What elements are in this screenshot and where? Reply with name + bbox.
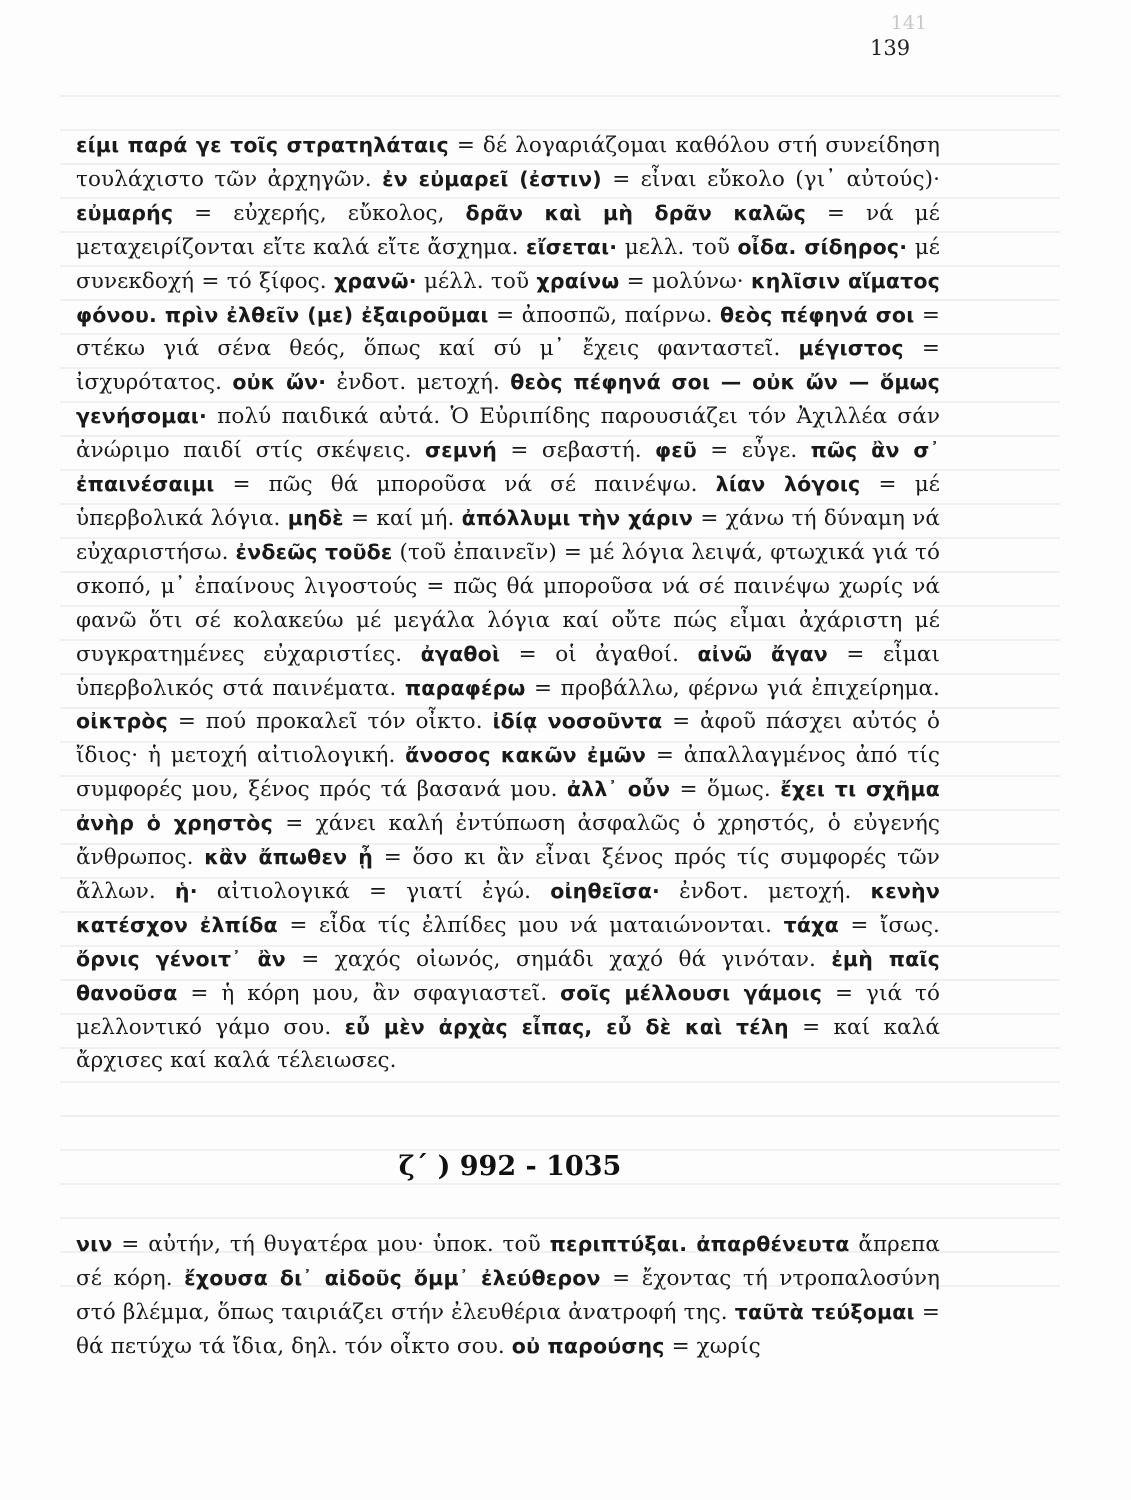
gloss-text: μέλλ. τοῦ <box>416 268 537 294</box>
gloss-text: = μέ ὑπερβολικά λόγια. <box>76 472 940 531</box>
lemma-term: μέγιστος <box>798 336 904 361</box>
gloss-text: = χάνω τή δύναμη νά εὐχαριστήσω. <box>76 505 940 565</box>
gloss-text: = δέ λογαριάζομαι καθόλου στή συνείδηση τουλάχιστο τῶν ἀρχηγῶν. <box>76 133 940 192</box>
show-through-page-number: 141 <box>890 12 927 34</box>
gloss-text: ἐνδοτ. μετοχή. <box>659 878 871 904</box>
gloss-text: = εὐχερής, εὔκολος, <box>173 200 466 226</box>
gloss-text: = εἶδα τίς ἐλπίδες μου νά ματαιώνονται. <box>277 912 784 938</box>
lemma-term: χραίνω <box>536 268 620 293</box>
gloss-text: = νά μέ μεταχειρίζονται εἴτε καλά εἴτε ἄσχημα. <box>76 200 940 260</box>
gloss-text: ἄπρεπα σέ κόρη. <box>76 1232 941 1291</box>
lemma-term: νιν <box>76 1232 113 1256</box>
lemma-term: ἄνοσος κακῶν ἐμῶν <box>405 743 647 768</box>
gloss-text: = ἀπαλλαγμένος ἀπό τίς συμφορές μου, ξένος πρός τά βασανά μου. <box>76 743 941 803</box>
gloss-text: = εἶμαι ὑπερβολικός στά παινέματα. <box>76 641 941 701</box>
lemma-term: σοῖς μέλλουσι γάμοις <box>560 980 823 1005</box>
lemma-term: μηδὲ <box>287 505 344 530</box>
lemma-term: σεμνή <box>424 438 497 463</box>
lemma-term: τάχα <box>783 912 839 937</box>
lemma-term: λίαν λόγοις <box>715 472 861 497</box>
lemma-term: είμι παρά γε τοῖς στρατηλάταις <box>76 133 449 157</box>
lemma-term: ἐμὴ παῖς θανοῦσα <box>76 946 940 1005</box>
gloss-text: = εἶναι εὔκολο (γι᾽ αὐτούς)· <box>601 166 941 192</box>
gloss-text: πολύ παιδικά αὐτά. Ὁ Εὐριπίδης παρουσιάζει τόν Ἀχιλλέα σάν ἀνώριμο παιδί στίς σκέψεις. <box>76 404 940 464</box>
lemma-term: περιπτύξαι. ἀπαρθένευτα <box>549 1232 850 1256</box>
lemma-term: εὐμαρής <box>76 200 174 225</box>
lemma-term: ἰδίᾳ νοσοῦντα <box>492 709 663 734</box>
lemma-term: εἴσεται· <box>525 234 618 259</box>
gloss-text: = μολύνω· <box>619 268 751 294</box>
lemma-term: χρανῶ· <box>333 268 417 293</box>
gloss-text: = ὅσο κι ἂν εἶναι ξένος πρός τίς συμφορές τῶν ἄλλων. <box>76 845 940 904</box>
lemma-term: κηλῖσιν αἵματος φόνου. πρὶν ἐλθεῖν (με) ἐξαιροῦμαι <box>76 268 940 327</box>
gloss-text: = ἴσως. <box>838 912 940 938</box>
lemma-term: αἰνῶ ἄγαν <box>697 641 828 666</box>
lemma-term: οὐκ ὤν· <box>232 370 327 395</box>
gloss-text: = οἱ ἀγαθοί. <box>500 641 698 667</box>
gloss-text: = στέκω γιά σένα θεός, ὅπως καί σύ μ᾽ ἔχεις φανταστεῖ. <box>76 302 940 362</box>
lemma-term: ἀγαθοὶ <box>420 641 501 666</box>
lemma-term: ἐνδεῶς τοῦδε <box>235 539 393 564</box>
lemma-term: ἐν εὐμαρεῖ (ἐστιν) <box>382 166 602 191</box>
gloss-text: = γιά τό μελλοντικό γάμο σου. <box>76 980 940 1040</box>
lemma-term: κἂν ἄπωθεν ᾖ <box>204 845 374 870</box>
gloss-text: μελλ. τοῦ <box>617 234 738 260</box>
gloss-text: = ὅμως. <box>670 777 781 803</box>
lemma-term: πῶς ἂν σ᾽ ἐπαινέσαιμι <box>76 438 940 497</box>
lemma-term: ἡ· <box>174 878 198 903</box>
lemma-term: εὖ μὲν ἀρχὰς εἶπας, εὖ δὲ καὶ τέλη <box>344 1014 789 1039</box>
gloss-text: = ἀποσπῶ, παίρνω. <box>488 302 720 328</box>
commentary-paragraph-1 <box>76 129 940 1078</box>
gloss-text: = χωρίς <box>664 1333 761 1359</box>
lemma-term: ἀλλ᾽ οὖν <box>566 777 671 802</box>
gloss-text: = ἰσχυρότατος. <box>76 336 940 396</box>
lemma-term: οἰηθεῖσα· <box>550 878 660 903</box>
gloss-text: = ἀφοῦ πάσχει αὐτός ὁ ἴδιος· ἡ μετοχή αἰτιολογική. <box>76 709 941 769</box>
gloss-text: = πῶς θά μποροῦσα νά σέ παινέψω. <box>214 472 716 498</box>
section-heading: ζ΄ ) 992 - 1035 <box>398 1151 622 1182</box>
gloss-text: = ἡ κόρη μου, ἂν σφαγιαστεῖ. <box>177 980 561 1006</box>
gloss-text: = ἔχοντας τή ντροπαλοσύνη στό βλέμμα, ὅπως ταιριάζει στήν ἐλευθέρια ἀνατροφή της. <box>76 1265 940 1325</box>
lemma-term: παραφέρω <box>404 675 526 700</box>
lemma-term: οἰκτρὸς <box>76 709 169 734</box>
lemma-term: θεὸς πέφηνά σοι <box>719 302 915 327</box>
lemma-term: οἶδα. σίδηρος· <box>737 234 908 259</box>
gloss-text: αἰτιολογικά = γιατί ἐγώ. <box>197 878 551 904</box>
gloss-text: = αὐτήν, τή θυγατέρα μου· ὑποκ. τοῦ <box>112 1232 550 1257</box>
gloss-text: = σεβαστή. <box>497 438 656 464</box>
gloss-text: = καί μή. <box>343 505 462 531</box>
page-number: 139 <box>870 36 911 60</box>
lemma-term: θεὸς πέφηνά σοι — οὐκ ὤν — ὅμως γενήσομαι· <box>76 370 940 429</box>
gloss-text: = χάνει καλή ἐντύπωση ἀσφαλῶς ὁ χρηστός, ὁ εὐγενής ἄνθρωπος. <box>76 811 941 871</box>
commentary-paragraph-2 <box>76 1228 940 1364</box>
gloss-text: = πού προκαλεῖ τόν οἶκτο. <box>168 709 493 735</box>
lemma-term: δρᾶν καὶ μὴ δρᾶν καλῶς <box>465 200 806 225</box>
lemma-term: ἀπόλλυμι τὴν χάριν <box>461 505 694 530</box>
gloss-text: ἐνδοτ. μετοχή. <box>326 370 511 396</box>
gloss-text: = καί καλά ἄρχισες καί καλά τέλειωσες. <box>76 1014 940 1074</box>
gloss-text: = χαχός οἰωνός, σημάδι χαχό θά γινόταν. <box>285 946 832 972</box>
gloss-text: μέ συνεκδοχή = τό ξίφος. <box>76 234 941 294</box>
lemma-term: ἔχουσα δι᾽ αἰδοῦς ὄμμ᾽ ἐλεύθερον <box>184 1265 601 1290</box>
lemma-term: ἔχει τι σχῆμα ἀνὴρ ὁ χρηστὸς <box>76 777 940 836</box>
gloss-text: = εὖγε. <box>696 438 811 464</box>
lemma-term: φεῦ <box>655 438 697 463</box>
lemma-term: κενὴν κατέσχον ἐλπίδα <box>76 878 940 937</box>
lemma-term: οὐ παρούσης <box>511 1333 665 1358</box>
lemma-term: ὄρνις γένοιτ᾽ ἂν <box>76 946 286 971</box>
gloss-text: = θά πετύχω τά ἴδια, δηλ. τόν οἶκτο σου. <box>76 1299 940 1359</box>
gloss-text: (τοῦ ἐπαινεῖν) = μέ λόγια λειψά, φτωχικά γιά τό σκοπό, μ᾽ ἐπαίνους λιγοστούς = πῶς θά μποροῦσα νά σέ παινέψω χωρίς νά φανῶ ὅτι σέ κολακεύω μέ μεγάλα λόγια καί οὔτε πώς εἶμαι ἀχάριστη μέ συγκρατημένες εὐχαριστίες. <box>76 539 940 667</box>
lemma-term: ταῦτὰ τεύξομαι <box>734 1299 915 1324</box>
gloss-text: = προβάλλω, φέρνω γιά ἐπιχείρημα. <box>525 675 940 701</box>
